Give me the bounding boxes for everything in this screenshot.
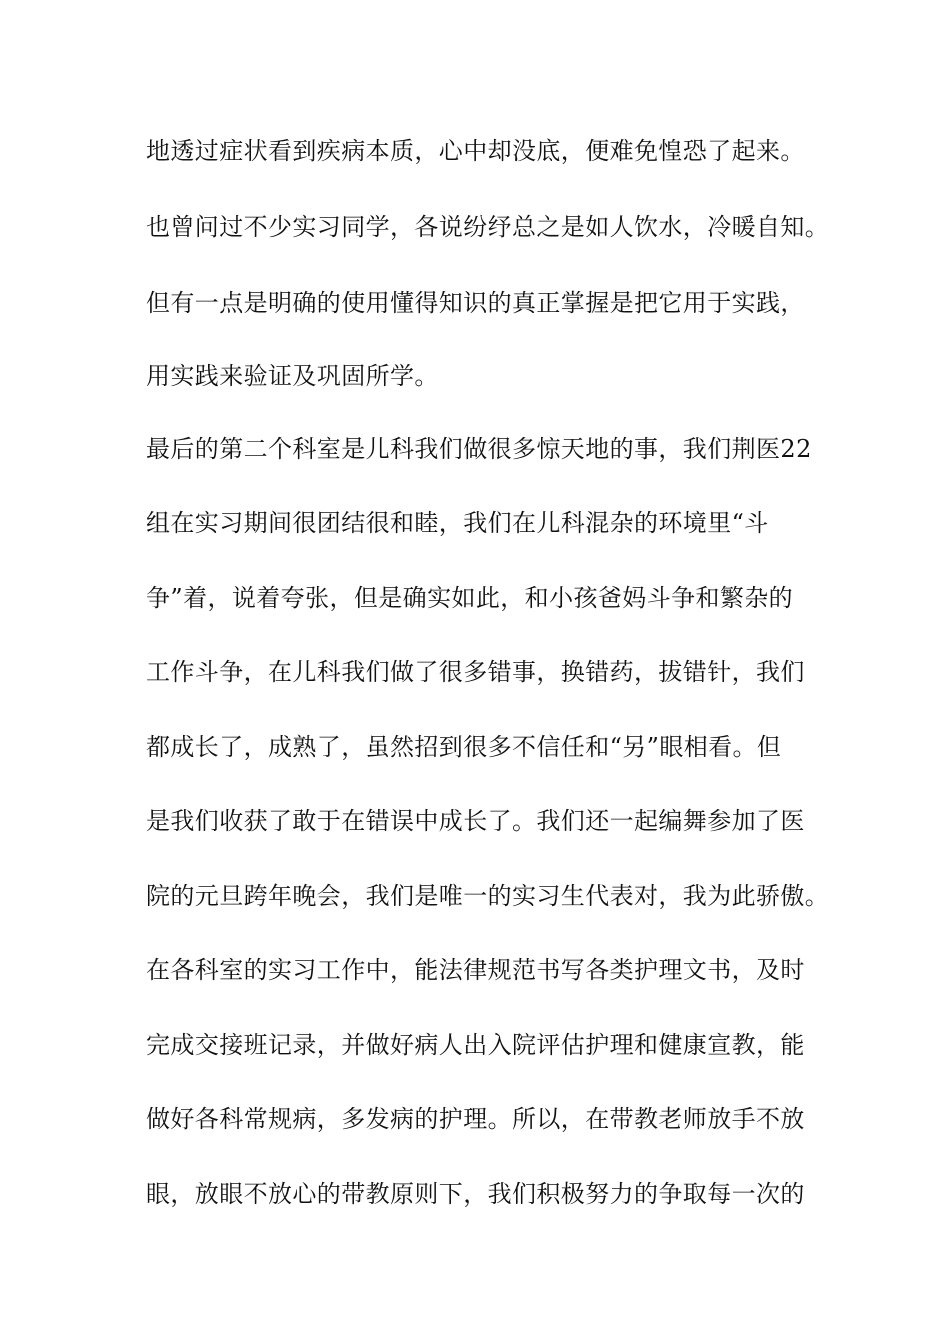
text-line: 组在实习期间很团结很和睦，我们在儿科混杂的环境里“斗 bbox=[146, 509, 769, 537]
text-line: 争”着，说着夸张，但是确实如此，和小孩爸妈斗争和繁杂的 bbox=[146, 584, 794, 612]
text-line: 做好各科常规病，多发病的护理。所以，在带教老师放手不放 bbox=[146, 1105, 805, 1133]
text-line: 眼，放眼不放心的带教原则下，我们积极努力的争取每一次的 bbox=[146, 1180, 805, 1208]
text-line: 最后的第二个科室是儿科我们做很多惊天地的事，我们荆医22 bbox=[146, 435, 812, 463]
text-line: 院的元旦跨年晚会，我们是唯一的实习生代表对，我为此骄傲。 bbox=[146, 882, 830, 910]
text-line: 但有一点是明确的使用懂得知识的真正掌握是把它用于实践， bbox=[146, 289, 805, 317]
text-line: 用实践来验证及巩固所学。 bbox=[146, 362, 439, 390]
text-line: 都成长了，成熟了，虽然招到很多不信任和“另”眼相看。但 bbox=[146, 733, 782, 761]
text-line: 工作斗争，在儿科我们做了很多错事，换错药，拔错针，我们 bbox=[146, 658, 805, 686]
text-line: 完成交接班记录，并做好病人出入院评估护理和健康宣教，能 bbox=[146, 1031, 805, 1059]
text-line: 地透过症状看到疾病本质，心中却没底，便难免惶恐了起来。 bbox=[146, 137, 805, 165]
text-line: 是我们收获了敢于在错误中成长了。我们还一起编舞参加了医 bbox=[146, 807, 805, 835]
text-line: 也曾问过不少实习同学，各说纷纾总之是如人饮水，冷暖自知。 bbox=[146, 213, 830, 241]
text-line: 在各科室的实习工作中，能法律规范书写各类护理文书，及时 bbox=[146, 956, 805, 984]
